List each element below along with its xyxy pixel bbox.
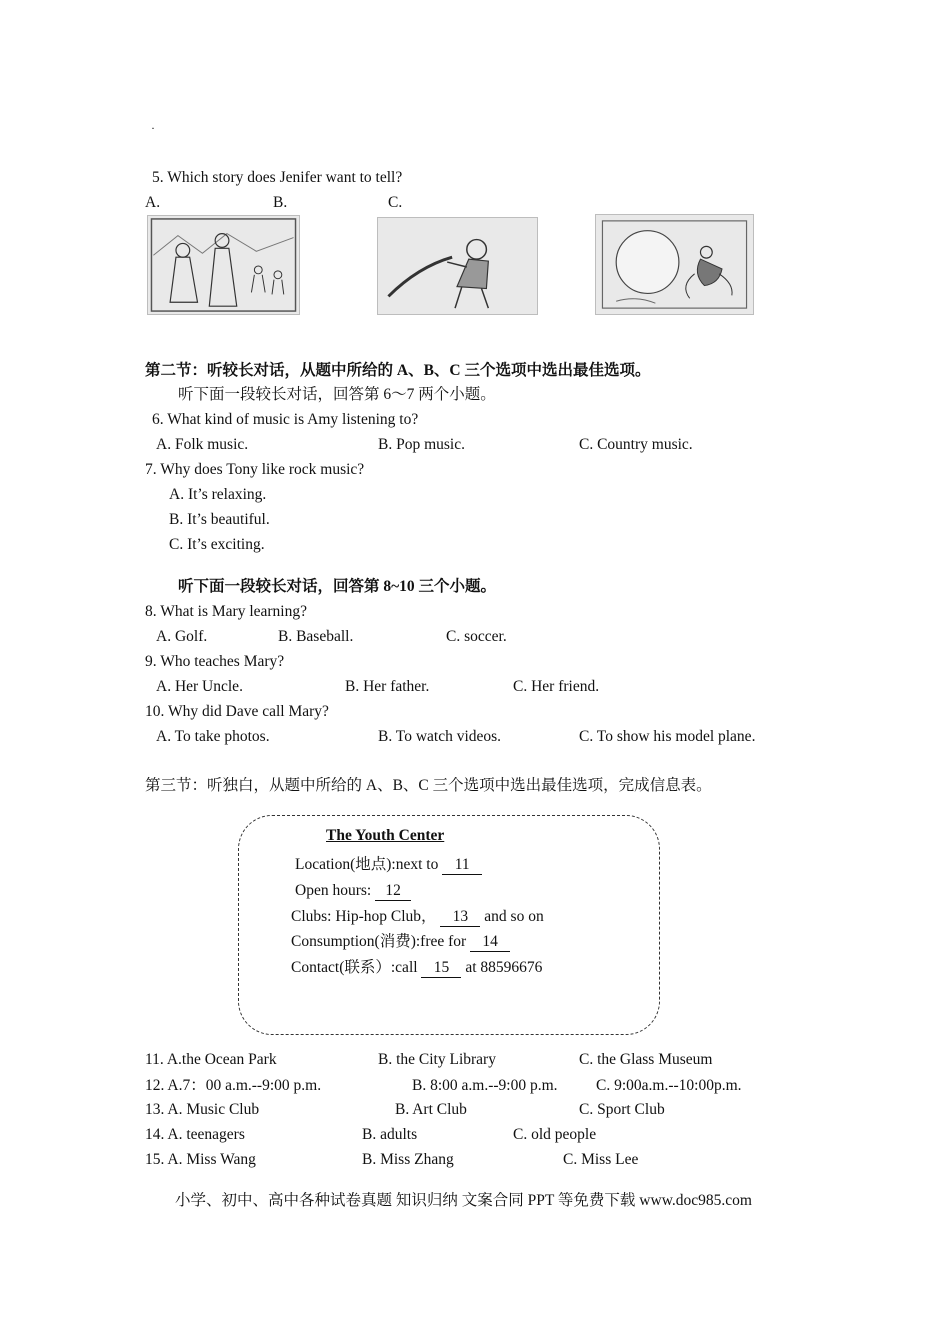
q5-option-b: B. <box>273 194 288 211</box>
blank-11: 11 <box>442 856 482 875</box>
section2-heading: 第二节：听较长对话，从题中所给的 A、B、C 三个选项中选出最佳选项。 <box>145 362 651 379</box>
q5-image-a <box>147 215 300 315</box>
q9-option-b: B. Her father. <box>345 678 430 695</box>
page-footer: 小学、初中、高中各种试卷真题 知识归纳 文案合同 PPT 等免费下载 www.doc985.com <box>175 1192 752 1209</box>
info-contact-row <box>291 958 542 978</box>
q11-option-c: C. the Glass Museum <box>579 1051 713 1068</box>
page-dot: · <box>151 121 155 135</box>
q14-option-a: 14. A. teenagers <box>145 1126 245 1143</box>
q10-option-b: B. To watch videos. <box>378 728 502 745</box>
info-consumption-row <box>291 932 510 952</box>
q6-option-c: C. Country music. <box>579 436 693 453</box>
q13-option-a: 13. A. Music Club <box>145 1101 260 1118</box>
q15-option-b: B. Miss Zhang <box>362 1151 454 1168</box>
q12-option-a: 12. A.7：00 a.m.--9:00 p.m. <box>145 1077 322 1094</box>
info-consumption-label: Consumption(消费):free for <box>291 933 467 950</box>
q5-option-c: C. <box>388 194 403 211</box>
fairy-flying-to-moon-drawing <box>596 215 753 314</box>
info-contact-label: Contact(联系）:call <box>291 959 418 976</box>
q10-question: 10. Why did Dave call Mary? <box>145 703 329 720</box>
info-clubs-row <box>291 907 544 927</box>
q9-question: 9. Who teaches Mary? <box>145 653 285 670</box>
q8-question: 8. What is Mary learning? <box>145 603 307 620</box>
info-location-label: Location(地点):next to <box>295 856 439 873</box>
q10-option-a: A. To take photos. <box>156 728 270 745</box>
q6-option-a: A. Folk music. <box>156 436 249 453</box>
q14-option-b: B. adults <box>362 1126 418 1143</box>
blank-15: 15 <box>421 959 461 978</box>
blank-12: 12 <box>375 882 411 901</box>
q6-option-b: B. Pop music. <box>378 436 465 453</box>
q5-image-c <box>595 214 754 315</box>
q9-option-a: A. Her Uncle. <box>156 678 243 695</box>
q8-option-a: A. Golf. <box>156 628 208 645</box>
blank-14: 14 <box>470 933 510 952</box>
man-with-axe-drawing <box>378 218 537 314</box>
q5-option-a: A. <box>145 194 161 211</box>
blank-13: 13 <box>440 908 480 927</box>
info-contact-suffix: at 88596676 <box>465 959 543 976</box>
q15-option-a: 15. A. Miss Wang <box>145 1151 256 1168</box>
q12-option-c: C. 9:00a.m.--10:00p.m. <box>596 1077 742 1094</box>
couple-with-children-drawing <box>148 216 299 314</box>
q10-option-c: C. To show his model plane. <box>579 728 756 745</box>
q12-option-b: B. 8:00 a.m.--9:00 p.m. <box>412 1077 558 1094</box>
q8-option-b: B. Baseball. <box>278 628 354 645</box>
q7-option-b: B. It’s beautiful. <box>169 511 270 528</box>
q13-option-b: B. Art Club <box>395 1101 467 1118</box>
q7-question: 7. Why does Tony like rock music? <box>145 461 365 478</box>
section3-heading: 第三节：听独白，从题中所给的 A、B、C 三个选项中选出最佳选项，完成信息表。 <box>145 777 712 794</box>
q11-option-b: B. the City Library <box>378 1051 496 1068</box>
info-hours-row <box>295 881 411 901</box>
q7-option-a: A. It’s relaxing. <box>169 486 267 503</box>
q5-image-b <box>377 217 538 315</box>
section2-instruction-1: 听下面一段较长对话，回答第 6～7 两个小题。 <box>178 386 496 403</box>
info-location-row <box>295 855 482 875</box>
q9-option-c: C. Her friend. <box>513 678 600 695</box>
section2-instruction-2: 听下面一段较长对话，回答第 8~10 三个小题。 <box>178 578 497 595</box>
q11-option-a: 11. A.the Ocean Park <box>145 1051 277 1068</box>
q7-option-c: C. It’s exciting. <box>169 536 265 553</box>
q5-question: 5. Which story does Jenifer want to tell? <box>152 169 403 186</box>
info-card-title: The Youth Center <box>326 827 445 844</box>
q8-option-c: C. soccer. <box>446 628 507 645</box>
q14-option-c: C. old people <box>513 1126 597 1143</box>
info-clubs-suffix: and so on <box>484 908 544 925</box>
info-hours-label: Open hours: <box>295 882 372 899</box>
q13-option-c: C. Sport Club <box>579 1101 665 1118</box>
info-clubs-label: Clubs: Hip-hop Club， <box>291 908 437 925</box>
q15-option-c: C. Miss Lee <box>563 1151 639 1168</box>
q6-question: 6. What kind of music is Amy listening to? <box>152 411 419 428</box>
